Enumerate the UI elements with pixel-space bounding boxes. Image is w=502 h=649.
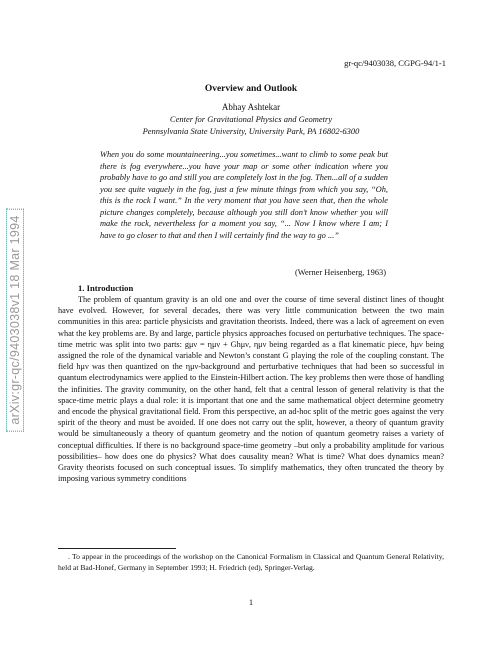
section-body-text: The problem of quantum gravity is an old one and over the course of time several distinct lines of thought have evolved. However, for several decades, there was very little communication between the two main communities in this area: particle physicists and gravitation theorists. Indeed, there was a lack of agreement on even what the key problems are. By and large, particle physics approaches focused on perturbative techniques. The space-time metric was split into two parts: gμν = ημν + Ghμν, ημν being regarded as a flat kinematic piece, hμν being assigned the role of the dynamical variable and Newton’s constant G playing the role of the coupling constant. The field hμν was then quantized on the ημν-background and perturbative techniques that had been so successful in quantum electrodynamics were applied to the Einstein-Hilbert action. The key problems then were those of handling the infinities. The gravity community, on the other hand, felt that a central lesson of general relativity is that the space-time metric plays a dual role: it is important that one and the same mathematical object determine geometry and encode the physical gravitational field. From this perspective, an ad-hoc split of the metric goes against the very spirit of the theory and must be avoided. If one does not carry out the split, however, a theory of quantum gravity would be simultaneously a theory of quantum geometry and the notion of quantum geometry raises a variety of conceptual difficulties. If there is no background space-time geometry –but only a probability amplitude for various possibilities– how does one do physics? What does causality mean? What is time? What does dynamics mean? Gravity theorists focused on such conceptual issues. To simplify mathematics, they often truncated the theory by imposing various symmetry conditions — [58, 295, 444, 484]
section-heading: 1. Introduction — [78, 283, 134, 293]
epigraph-quote: When you do some mountaineering...you sometimes...want to climb to some peak but there is fog everywhere...you have your map or some other indication where you probably have to go and still you are completely lost in the fog. Then...all of a sudden you see quite vaguely in the fog, just a few minute things from which you say, “Oh, this is the rock I want.” In the very moment that you have seen that, then the whole picture changes completely, because although you still don’t know whether you will make the rock, nevertheless for a moment you say, “... Now I know where I am; I have to go closer to that and then I will certainly find the way to go ...” — [100, 150, 388, 240]
footnote-divider — [58, 548, 176, 549]
arxiv-stamp-text[interactable]: arXiv:gr-qc/9403038v1 18 Mar 1994 — [6, 208, 24, 431]
epigraph-attribution: (Werner Heisenberg, 1963) — [294, 268, 386, 277]
footnote: . To appear in the proceedings of the workshop on the Canonical Formalism in Classical and Quantum General Relativity, held at Bad-Honef, Germany in September 1993; H. Friedrich (ed), Springer-Verlag. — [58, 552, 444, 572]
affiliation-line-2: Pennsylvania State University, University Park, PA 16802-6300 — [142, 126, 360, 136]
preprint-number: gr-qc/9403038, CGPG-94/1-1 — [344, 58, 446, 68]
paper-author: Abhay Ashtekar — [221, 102, 281, 112]
affiliation-line-1: Center for Gravitational Physics and Geometry — [169, 114, 333, 124]
paper-title: Overview and Outlook — [204, 84, 298, 94]
page-number: 1 — [248, 597, 254, 607]
arxiv-stamp — [2, 170, 28, 470]
